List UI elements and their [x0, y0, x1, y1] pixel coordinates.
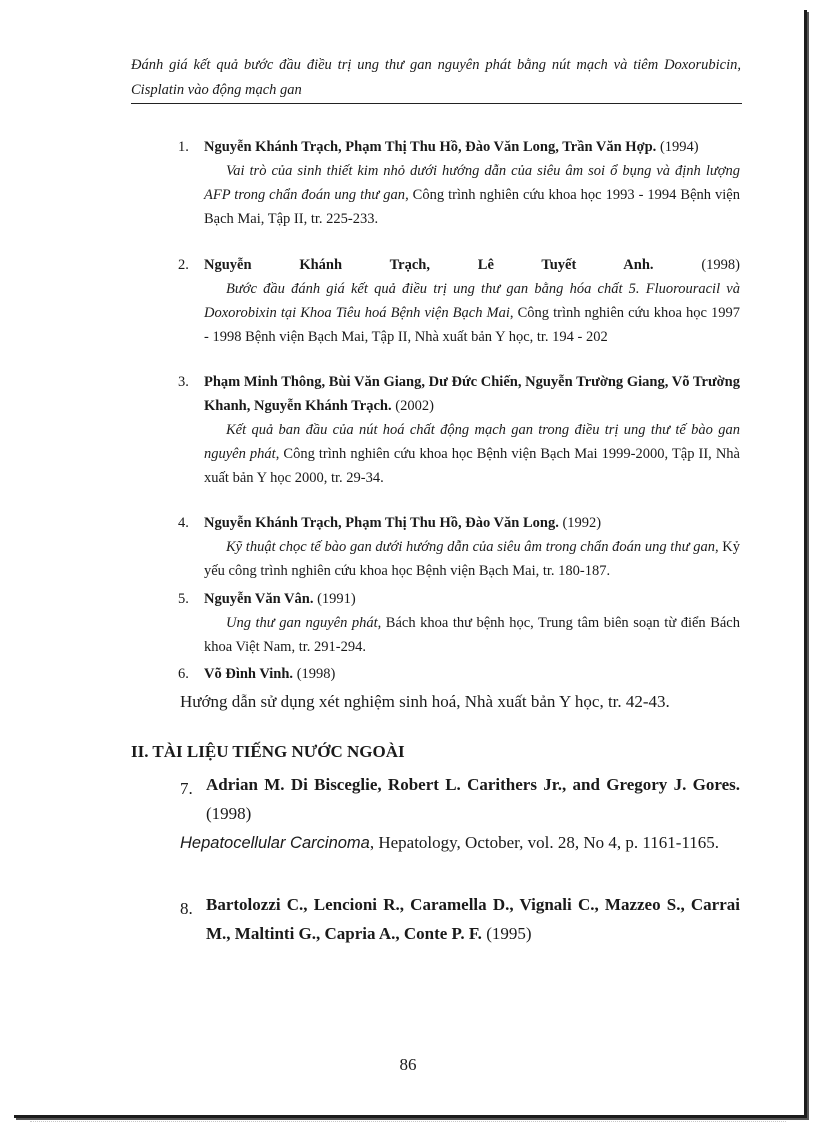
- reference-citation: [204, 535, 740, 583]
- reference-number: 2.: [178, 257, 189, 273]
- reference-year: (1995): [486, 924, 532, 943]
- reference-citation: [204, 611, 740, 659]
- reference-number: 6.: [178, 666, 189, 682]
- reference-number: 7.: [180, 779, 193, 798]
- reference-year: (1994): [659, 139, 699, 155]
- reference-authors: Võ Đình Vinh. (1998): [204, 666, 336, 682]
- reference-item: [178, 253, 740, 349]
- reference-authors: Nguyễn Khánh Trạch, Lê Tuyết Anh. (1998): [204, 257, 741, 273]
- reference-year: (1998): [701, 257, 741, 273]
- reference-number: 5.: [178, 591, 189, 607]
- reference-number: 3.: [178, 374, 189, 390]
- reference-citation: [204, 277, 740, 349]
- reference-source: , Hepatology, October, vol. 28, No 4, p. 1161-1165.: [369, 833, 720, 852]
- section-heading: II. TÀI LIỆU TIẾNG NƯỚC NGOÀI: [131, 742, 405, 761]
- reference-authors: Adrian M. Di Bisceglie, Robert L. Carithers Jr., and Gregory J. Gores. (1998): [206, 775, 740, 823]
- reference-item: [178, 662, 740, 686]
- reference-source: , Công trình nghiên cứu khoa học Bệnh viện Bạch Mai 1999-2000, Tập II, Nhà xuất bản Y học 2000, tr. 29-34.: [204, 446, 740, 486]
- reference-year: (1998): [206, 804, 252, 823]
- reference-authors: Nguyễn Khánh Trạch, Phạm Thị Thu Hồ, Đào Văn Long. (1992): [204, 515, 602, 531]
- reference-title: Kỹ thuật chọc tế bào gan dưới hướng dẫn của siêu âm trong chẩn đoán ung thư gan: [226, 539, 715, 555]
- reference-item: [180, 890, 740, 948]
- reference-item: [178, 135, 740, 231]
- reference-title: Ung thư gan nguyên phát: [226, 615, 378, 631]
- reference-source: , Công trình nghiên cứu khoa học 1993 - 1994 Bệnh viện Bạch Mai, Tập II, tr. 225-233.: [204, 187, 740, 227]
- reference-number: 4.: [178, 515, 189, 531]
- reference-authors: Phạm Minh Thông, Bùi Văn Giang, Dư Đức Chiến, Nguyễn Trường Giang, Võ Trường Khanh, Nguyễn Khánh Trạch. (2002): [204, 374, 740, 414]
- reference-source: , Bách khoa thư bệnh học, Trung tâm biên soạn từ điển Bách khoa Việt Nam, tr. 291-294.: [204, 615, 740, 655]
- reference-citation: [204, 159, 740, 231]
- bottom-dotted-line: [30, 1121, 786, 1122]
- reference-authors: Bartolozzi C., Lencioni R., Caramella D., Vignali C., Mazzeo S., Carrai M., Maltinti G., Capria A., Conte P. F. (1995): [206, 895, 740, 943]
- reference-item: [178, 370, 740, 490]
- reference-title: Kết quả ban đầu của nút hoá chất động mạch gan trong điều trị ung thư tế bào gan nguyên phát: [204, 422, 740, 462]
- reference-year: (1998): [296, 666, 336, 682]
- reference-year: (2002): [395, 398, 434, 414]
- reference-source: , Công trình nghiên cứu khoa học 1997 - 1998 Bệnh viện Bạch Mai, Tập II, Nhà xuất bản Y học, tr. 194 - 202: [204, 305, 740, 345]
- reference-title: Vai trò của sinh thiết kim nhỏ dưới hướng dẫn của siêu âm soi ổ bụng và định lượng AFP trong chẩn đoán ung thư gan: [204, 163, 740, 203]
- reference-title: Hepatocellular Carcinoma: [180, 834, 370, 852]
- reference-citation: [204, 418, 740, 490]
- reference-item: [178, 511, 740, 583]
- reference-item: [178, 587, 740, 659]
- reference-source: , Kỷ yếu công trình nghiên cứu khoa học Bệnh viện Bạch Mai, tr. 180-187.: [204, 539, 740, 579]
- running-header: Đánh giá kết quả bước đầu điều trị ung thư gan nguyên phát bằng nút mạch và tiêm Doxorubicin, Cisplatin vào động mạch gan: [131, 57, 741, 98]
- reference-authors: Nguyễn Văn Vân. (1991): [204, 591, 356, 607]
- reference-year: (1991): [317, 591, 356, 607]
- page-number: 86: [399, 1055, 417, 1074]
- reference-citation: [131, 828, 741, 858]
- reference-item: [180, 770, 740, 828]
- reference-year: (1992): [562, 515, 602, 531]
- reference-source: Hướng dẫn sử dụng xét nghiệm sinh hoá, Nhà xuất bản Y học, tr. 42-43.: [180, 692, 670, 711]
- header-rule: [131, 103, 742, 104]
- reference-title: Bước đầu đánh giá kết quả điều trị ung thư gan bằng hóa chất 5. Fluorouracil và Doxorobixin tại Khoa Tiêu hoá Bệnh viện Bạch Mai: [204, 281, 740, 321]
- reference-number: 1.: [178, 139, 189, 155]
- reference-authors: Nguyễn Khánh Trạch, Phạm Thị Thu Hồ, Đào Văn Long, Trần Văn Hợp. (1994): [204, 139, 699, 155]
- reference-number: 8.: [180, 899, 193, 918]
